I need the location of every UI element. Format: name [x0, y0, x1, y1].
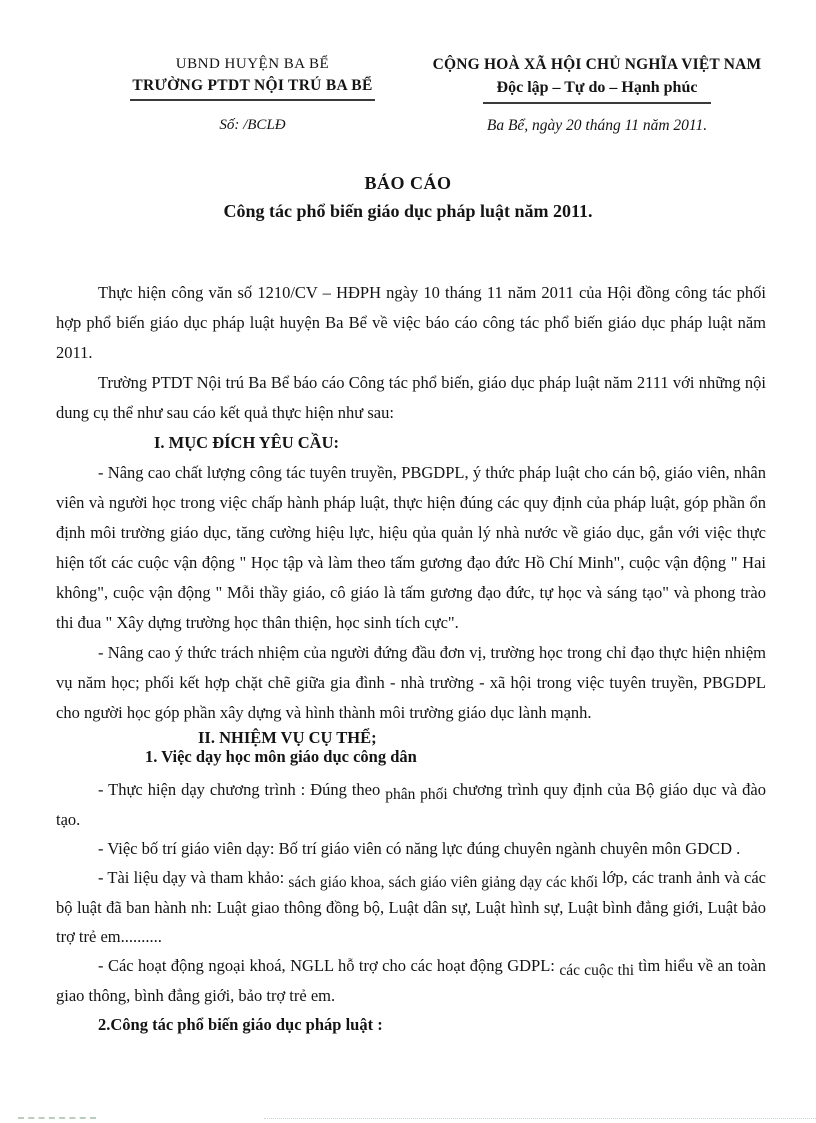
report-subtitle: Công tác phổ biến giáo dục pháp luật năm 2011.: [223, 201, 593, 221]
paragraph-1: Thực hiện công văn số 1210/CV – HĐPH ngày 10 tháng 11 năm 2011 của Hội đồng công tác phối hợp phổ biến giáo dục pháp luật huyện Ba Bể về việc báo cáo công tác phổ biến giáo dục pháp luật năm 2011.: [56, 283, 766, 362]
subsection-heading-2: 2.Công tác phổ biến giáo dục pháp luật :: [98, 1015, 383, 1034]
paragraph-5-seg0: - Thực hiện dạy chương trình : Đúng theo: [98, 780, 386, 799]
paragraph-7-seg2: lớp, các tranh ảnh và các bộ luật đã ban hành nh: Luật giao thông đồng bộ, Luật dân sự, Luật hình sự, Luật bình đẳng giới, Luật bảo trợ trẻ em..........: [56, 868, 766, 946]
school-name: [125, 77, 380, 101]
paragraph-6: - Việc bố trí giáo viên dạy: Bố trí giáo viên có năng lực đúng chuyên ngành chuyên môn GDCD .: [98, 839, 741, 858]
paragraph-8-seg0: - Các hoạt động ngoại khoá, NGLL hỗ trợ cho các hoạt động GDPL:: [98, 956, 560, 975]
paragraph-8-seg1: các cuộc thi: [559, 962, 639, 979]
section-heading-1: I. MỤC ĐÍCH YÊU CẦU:: [154, 433, 340, 452]
national-motto: [422, 79, 772, 104]
document-header: [0, 0, 816, 135]
paragraph-8-seg2: tìm hiểu về an toàn giao thông, bình đẳng giới, bảo trợ trẻ em.: [56, 956, 767, 1005]
national-header: CỘNG HOÀ XÃ HỘI CHỦ NGHĨA VIỆT NAM: [432, 56, 762, 73]
place-date-line: Ba Bể, ngày 20 tháng 11 năm 2011.: [486, 117, 708, 134]
report-title: BÁO CÁO: [364, 173, 452, 193]
page-break-dots-left: [18, 1117, 96, 1119]
section-2-content: [56, 775, 766, 1039]
paragraph-7-seg0: - Tài liệu dạy và tham khảo:: [98, 868, 289, 887]
header-right-block: [422, 56, 772, 135]
section-heading-2: II. NHIỆM VỤ CỤ THỂ;: [198, 728, 377, 747]
report-title-block: [0, 173, 816, 222]
paragraph-4: - Nâng cao ý thức trách nhiệm của người đứng đầu đơn vị, trường học trong chỉ đạo thực hiện nhiệm vụ năm học; phối kết hợp chặt chẽ giữa gia đình - nhà trường - xã hội trong việc tuyên truyền, PBGDPL cho người học góp phần xây dựng và hình thành môi trường giáo dục lành mạnh.: [56, 643, 766, 722]
header-left-block: [125, 56, 380, 135]
subsection-heading-1: 1. Việc dạy học môn giáo dục công dân: [145, 747, 417, 766]
paragraph-5: [56, 775, 766, 834]
paragraph-5-seg1: phân phối: [385, 786, 448, 803]
page-break-dots-right: [264, 1118, 816, 1119]
national-motto-text: Độc lập – Tự do – Hạnh phúc: [483, 79, 712, 104]
paragraph-7: [56, 863, 766, 951]
paragraph-3: - Nâng cao chất lượng công tác tuyên truyền, PBGDPL, ý thức pháp luật cho cán bộ, giáo viên, nhân viên và người học trong việc chấp hành pháp luật, thực hiện đúng các quy định của pháp luật, góp phần ổn định môi trường giáo dục, tăng cường hiệu lực, hiệu qủa quản lý nhà nước về giáo dục, gắn với việc thực hiện tốt các cuộc vận động " Học tập và làm theo tấm gương đạo đức Hồ Chí Minh", cuộc vận động " Hai không", cuộc vận động " Mỗi thầy giáo, cô giáo là tấm gương đạo đức, tự học và sáng tạo" và phong trào thi đua " Xây dựng trường học thân thiện, học sinh tích cực".: [56, 463, 766, 632]
paragraph-8: [56, 951, 766, 1010]
document-body: [0, 222, 816, 1039]
paragraph-7-seg1: sách giáo khoa, sách giáo viên giảng dạy các khối: [288, 874, 603, 891]
paragraph-2: Trường PTDT Nội trú Ba Bể báo cáo Công tác phổ biến, giáo dục pháp luật năm 2111 với những nội dung cụ thể như sau cáo kết quả thực hiện như sau:: [56, 373, 766, 422]
school-name-text: TRƯỜNG PTDT NỘI TRÚ BA BỂ: [130, 77, 374, 101]
document-number: Số: /BCLĐ: [219, 117, 286, 133]
issuing-authority: UBND HUYỆN BA BỂ: [175, 56, 330, 72]
paragraph-5-seg2: chương trình quy định của Bộ giáo dục và đào tạo.: [56, 780, 767, 829]
